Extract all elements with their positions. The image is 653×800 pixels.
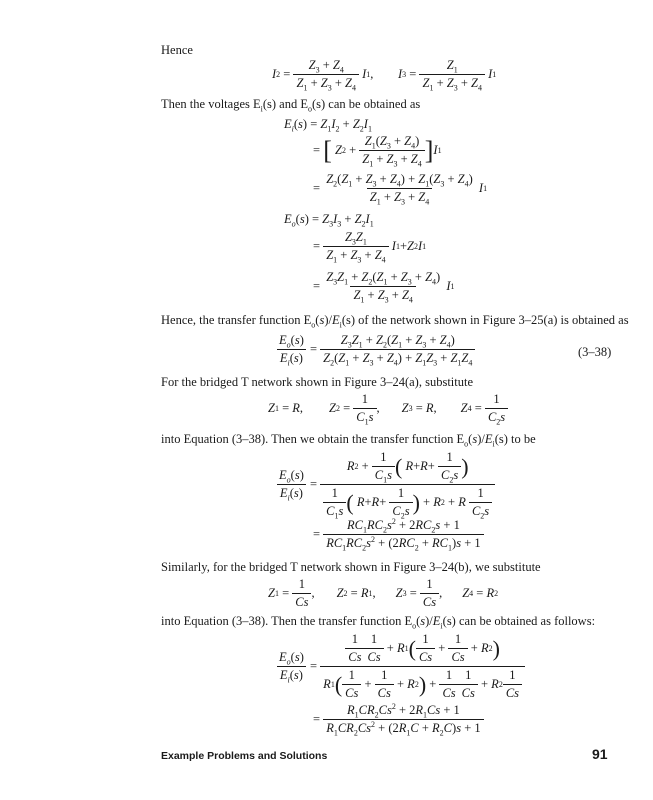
equation-eo-2: = $\frac{Z_3Z_1}{Z_1 + Z_3 + Z_4}$ I 1 + Z 2 I 1	[313, 230, 427, 265]
equation-number: (3–38)	[578, 345, 612, 359]
text-bridged-a: For the bridged T network shown in Figure 3–24(a), substitute	[161, 375, 474, 389]
equation-i2: I 2 = $\frac{Z_3 + Z_4}{Z_1 + Z_3 + Z_4}$ I 1 ,	[272, 58, 374, 93]
equation-transfer-a-simplified: = $\frac{RC_1RC_2s^2 + 2RC_2s + 1}{RC_1RC_2s^2 + (2RC_2 + RC_1)s + 1}$	[313, 518, 484, 551]
equation-transfer-b: $\frac{E_o(s)}{E_i(s)}$ = $\frac{1}{Cs}$ $\frac{1}{Cs}$ + R 1 ( $\frac{1}{Cs}$ + $\frac{1}{Cs}$ + R 2 ) R 1 ( $\frac{1}{Cs}$ + $\frac{1}{Cs}$ + R 2 ) + $\frac{1}{Cs}$ $\frac{1}{Cs}$ + R 2 $\frac{1}{Cs}$	[276, 632, 525, 701]
text-similarly: Similarly, for the bridged T network shown in Figure 3–24(b), we substitute	[161, 560, 541, 574]
equation-eo-1: $E_o(s) = Z_3I_3 + Z_2I_1$	[284, 212, 374, 229]
equation-transfer-a: $\frac{E_o(s)}{E_i(s)}$ = R 2 + $\frac{1}{C_1s}$ ( R + R + $\frac{1}{C_2s}$ ) $\frac{1}{C_1s}$ ( R + R + $\frac{1}{C_2s}$ ) + R 2 + R $\frac{1}{C_2s}$	[276, 450, 495, 519]
substitution-b: Z 1 = $\frac{1}{Cs}$ , Z 2 = R 1 , Z 3 = $\frac{1}{Cs}$ , Z 4 = R 2	[268, 577, 499, 609]
equation-ei-2: = [ Z 2 + $\frac{Z_1(Z_3 + Z_4)}{Z_1 + Z_3 + Z_4}$ ] I 1	[313, 134, 442, 169]
text-hence: Hence	[161, 43, 193, 57]
text-then-voltages: Then the voltages $E_i(s)$ and $E_o(s)$ can be obtained as	[161, 97, 421, 114]
page-number: 91	[592, 746, 608, 762]
footer-section-title: Example Problems and Solutions	[161, 750, 328, 762]
text-hence-transfer: Hence, the transfer function $E_o(s)/E_i(s)$ of the network shown in Figure 3–25(a) is obtained as	[161, 313, 629, 330]
equation-ei-1: $E_i(s) = Z_1I_2 + Z_2I_1$	[284, 117, 372, 134]
equation-3-38: $\frac{E_o(s)}{E_i(s)}$ = $\frac{Z_3Z_1 + Z_2(Z_1 + Z_3 + Z_4)}{Z_2(Z_1 + Z_3 + Z_4) + Z_1Z_3 + Z_1Z_4}$	[276, 333, 475, 366]
text-into-eq-2: into Equation (3–38). Then the transfer function $E_o(s)/E_i(s)$ can be obtained as follows:	[161, 614, 596, 631]
substitution-a: Z 1 = R , Z 2 = $\frac{1}{C_1s}$ , Z 3 = R , Z 4 = $\frac{1}{C_2s}$	[268, 392, 508, 425]
equation-ei-3: = $\frac{Z_2(Z_1 + Z_3 + Z_4) + Z_1(Z_3 + Z_4)}{Z_1 + Z_3 + Z_4}$ I 1	[313, 172, 488, 207]
text-into-eq-1: into Equation (3–38). Then we obtain the transfer function $E_o(s)/E_i(s)$ to be	[161, 432, 536, 449]
equation-transfer-b-simplified: = $\frac{R_1CR_2Cs^2 + 2R_1Cs + 1}{R_1CR_2Cs^2 + (2R_1C + R_2C)s + 1}$	[313, 703, 484, 736]
equation-eo-3: = $\frac{Z_3Z_1 + Z_2(Z_1 + Z_3 + Z_4)}{Z_1 + Z_3 + Z_4}$ I 1	[313, 270, 455, 305]
equation-i3: I 3 = $\frac{Z_1}{Z_1 + Z_3 + Z_4}$ I 1	[398, 58, 497, 93]
